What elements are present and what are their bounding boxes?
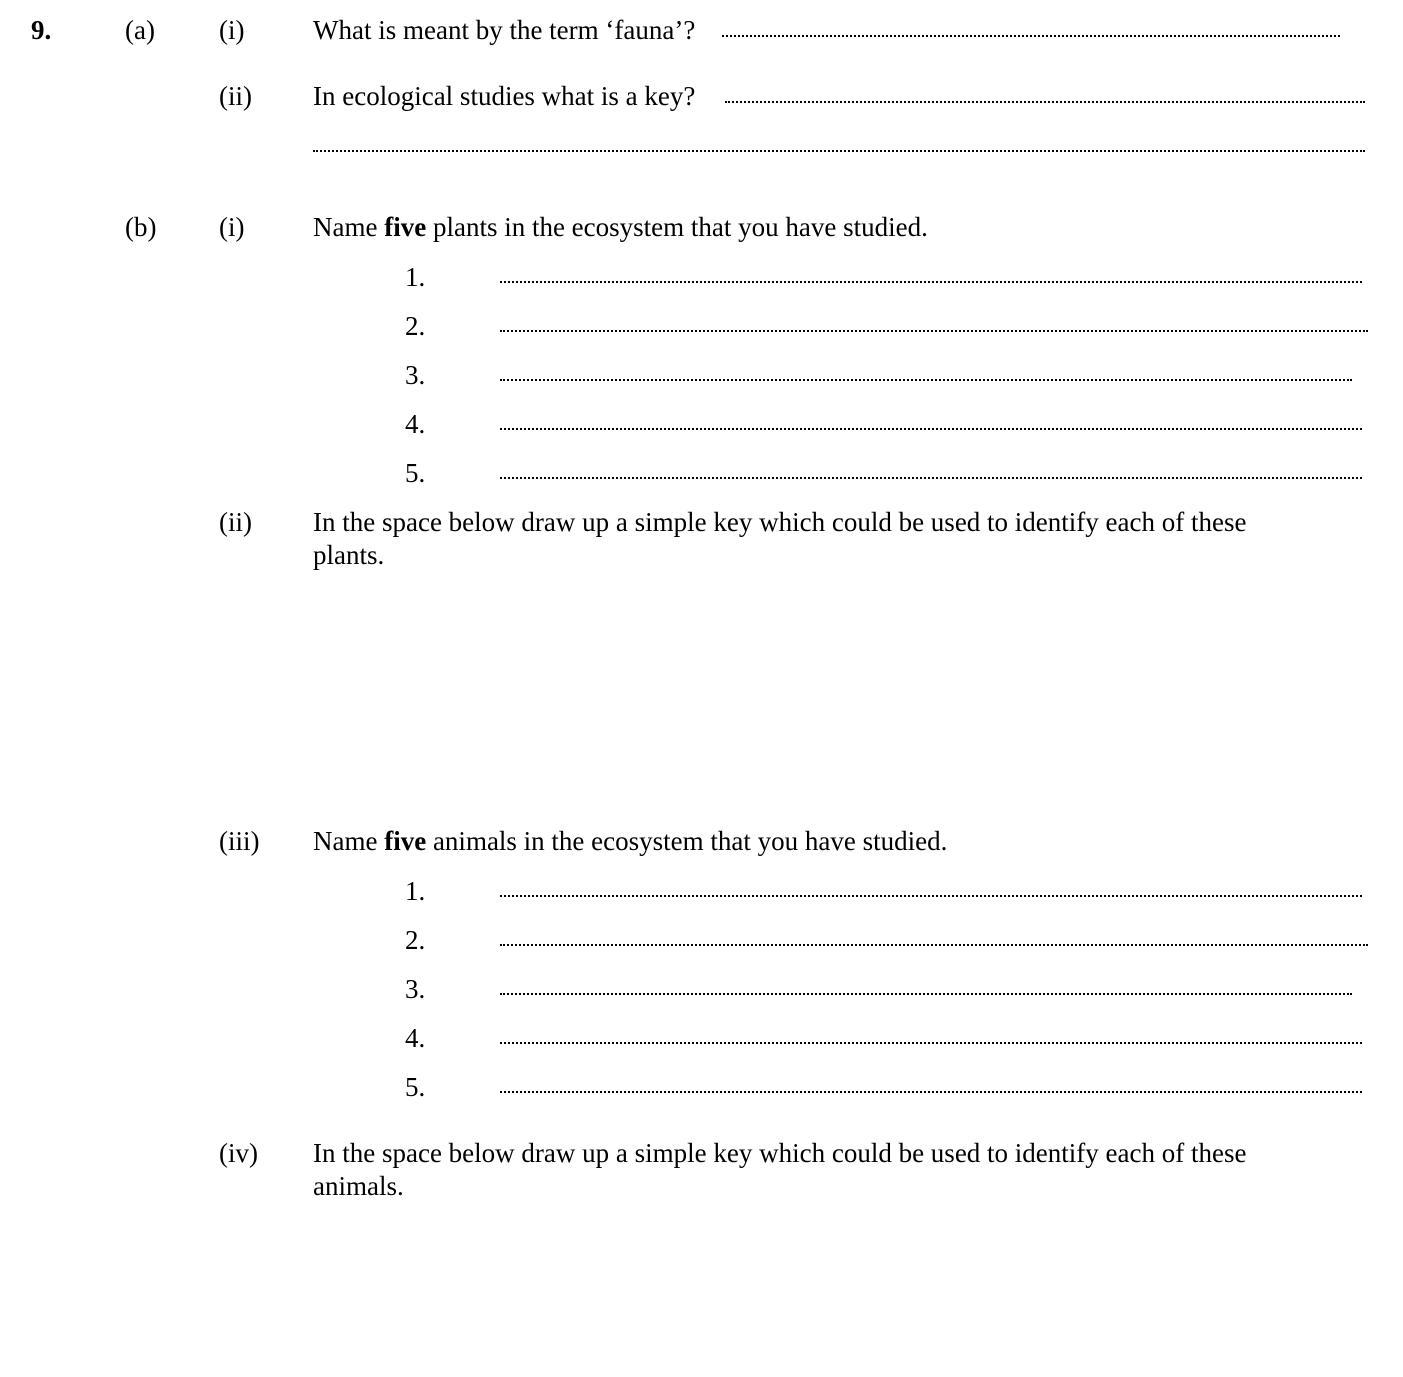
part-a-i-question: What is meant by the term ‘fauna’? [313,15,696,45]
animal-item-number: 4. [405,1023,426,1053]
animal-answer-line-3[interactable] [500,993,1352,995]
part-b-ii-label: (ii) [219,507,252,537]
plant-answer-line-2[interactable] [500,330,1368,332]
part-b-iv-label: (iv) [219,1138,258,1168]
part-a-ii-label: (ii) [219,81,252,111]
part-b-i-label: (i) [219,212,245,242]
plant-item-number: 4. [405,409,426,439]
part-b-iv-question: In the space below draw up a simple key which could be used to identify each of these animals. [313,1138,1247,1201]
animal-item-number: 1. [405,876,426,906]
plant-answer-line-5[interactable] [500,477,1362,479]
part-a-ii-answer-line-1[interactable] [725,101,1365,103]
plant-item-number: 2. [405,311,426,341]
animal-item-number: 5. [405,1072,426,1102]
part-b-i-question: Name five plants in the ecosystem that you have studied. [313,212,928,242]
animal-item-number: 3. [405,974,426,1004]
part-a-ii-question: In ecological studies what is a key? [313,81,696,111]
part-a-i-label: (i) [219,15,245,45]
part-a-label: (a) [125,15,155,45]
plant-item-number: 3. [405,360,426,390]
part-a-i-answer-line[interactable] [722,35,1340,37]
plant-key-drawing-area[interactable] [313,580,1363,810]
animal-answer-line-1[interactable] [500,895,1362,897]
part-b-ii-question: In the space below draw up a simple key which could be used to identify each of these plants. [313,507,1247,570]
animal-answer-line-5[interactable] [500,1091,1362,1093]
plant-item-number: 5. [405,458,426,488]
animal-key-drawing-area[interactable] [313,1210,1363,1360]
question-number: 9. [31,15,52,45]
animal-answer-line-2[interactable] [500,944,1368,946]
plant-answer-line-4[interactable] [500,428,1362,430]
part-a-ii-answer-line-2[interactable] [313,150,1365,152]
part-b-iii-question: Name five animals in the ecosystem that you have studied. [313,826,948,856]
plant-answer-line-3[interactable] [500,379,1352,381]
part-b-label: (b) [125,212,157,242]
animal-item-number: 2. [405,925,426,955]
plant-answer-line-1[interactable] [500,281,1362,283]
plant-item-number: 1. [405,262,426,292]
animal-answer-line-4[interactable] [500,1042,1362,1044]
part-b-iii-label: (iii) [219,826,260,856]
